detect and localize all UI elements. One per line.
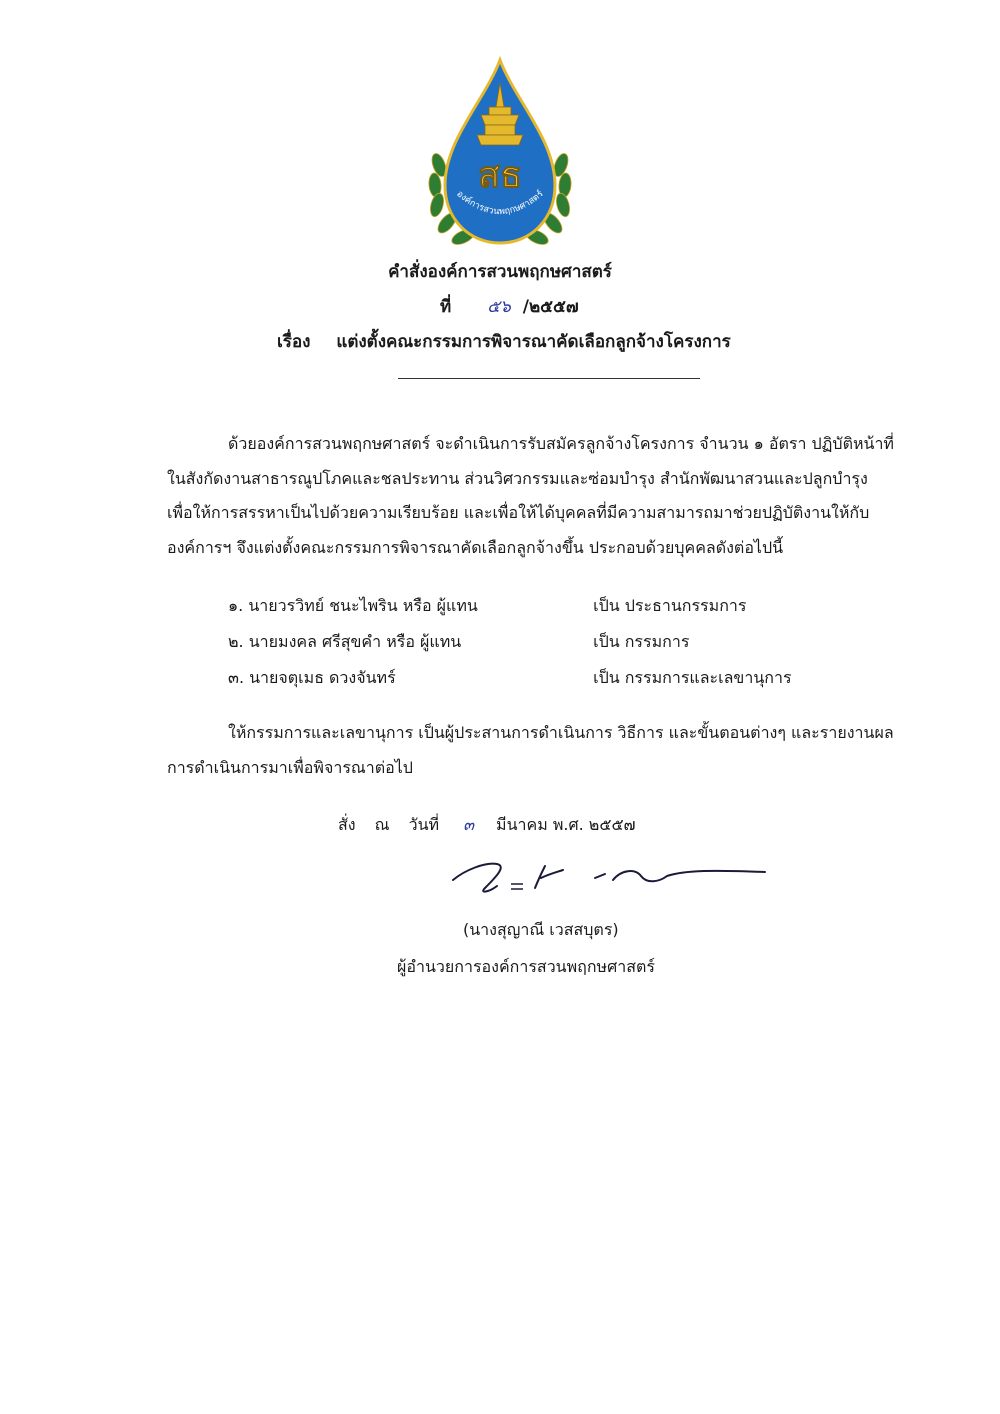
paragraph-line: ให้กรรมการและเลขานุการ เป็นผู้ประสานการดำเนินการ วิธีการ และขั้นตอนต่างๆ และรายงานผล xyxy=(228,723,894,742)
day-handwritten: ๓ xyxy=(463,815,475,834)
paragraph-line: เพื่อให้การสรรหาเป็นไปด้วยความเรียบร้อย และเพื่อให้ได้บุคคลที่มีความสามารถมาช่วยปฏิบัติงานให้กับ xyxy=(167,503,870,522)
intro-paragraph xyxy=(167,427,933,565)
logo-monogram: สธ xyxy=(478,154,522,196)
member-name: ๑. นายวรวิทย์ ชนะไพริน หรือ ผู้แทน xyxy=(228,596,478,615)
committee-member xyxy=(228,666,828,691)
heading-divider xyxy=(398,378,700,379)
document-title: คำสั่งองค์การสวนพฤกษศาสตร์ xyxy=(388,262,612,282)
instruction-paragraph xyxy=(167,716,933,785)
month-year: มีนาคม พ.ศ. ๒๕๕๗ xyxy=(496,815,636,834)
at-word: ณ xyxy=(374,815,390,834)
paragraph-line: ด้วยองค์การสวนพฤกษศาสตร์ จะดำเนินการรับสมัครลูกจ้างโครงการ จำนวน ๑ อัตรา ปฏิบัติหน้าที่ xyxy=(228,434,894,453)
subject-label: เรื่อง xyxy=(277,332,311,352)
date-label: วันที่ xyxy=(408,815,440,834)
order-word: สั่ง xyxy=(338,815,356,834)
paragraph-line: ในสังกัดงานสาธารณูปโภคและชลประทาน ส่วนวิศวกรรมและซ่อมบำรุง สำนักพัฒนาสวนและปลูกบำรุง xyxy=(167,468,868,488)
committee-member xyxy=(228,630,828,655)
subject-text: แต่งตั้งคณะกรรมการพิจารณาคัดเลือกลูกจ้างโครงการ xyxy=(336,332,731,352)
order-number-handwritten: ๕๖ xyxy=(487,297,511,317)
member-role: เป็น ประธานกรรมการ xyxy=(593,596,747,615)
member-role: เป็น กรรมการและเลขานุการ xyxy=(593,668,792,687)
order-number-label: ที่ xyxy=(440,297,452,317)
paragraph-line: องค์การฯ จึงแต่งตั้งคณะกรรมการพิจารณาคัดเลือกลูกจ้างขึ้น ประกอบด้วยบุคคลดังต่อไปนี้ xyxy=(167,537,784,557)
botanical-garden-organization-logo xyxy=(425,55,575,255)
order-number xyxy=(440,293,579,320)
subject-line xyxy=(277,328,731,355)
member-name: ๓. นายจตุเมธ ดวงจันทร์ xyxy=(228,668,396,687)
member-name: ๒. นายมงคล ศรีสุขคำ หรือ ผู้แทน xyxy=(228,632,462,651)
order-number-suffix: /๒๕๕๗ xyxy=(522,297,579,317)
order-date xyxy=(338,813,650,838)
signer-name: (นางสุญาณี เวสสบุตร) xyxy=(463,920,619,939)
handwritten-signature xyxy=(445,848,775,898)
paragraph-line: การดำเนินการมาเพื่อพิจารณาต่อไป xyxy=(167,757,413,777)
member-role: เป็น กรรมการ xyxy=(593,632,690,651)
committee-member xyxy=(228,594,828,619)
logo-arc-text: องค์การสวนพฤกษศาสตร์ xyxy=(454,189,546,218)
signer-position: ผู้อำนวยการองค์การสวนพฤกษศาสตร์ xyxy=(397,957,655,976)
